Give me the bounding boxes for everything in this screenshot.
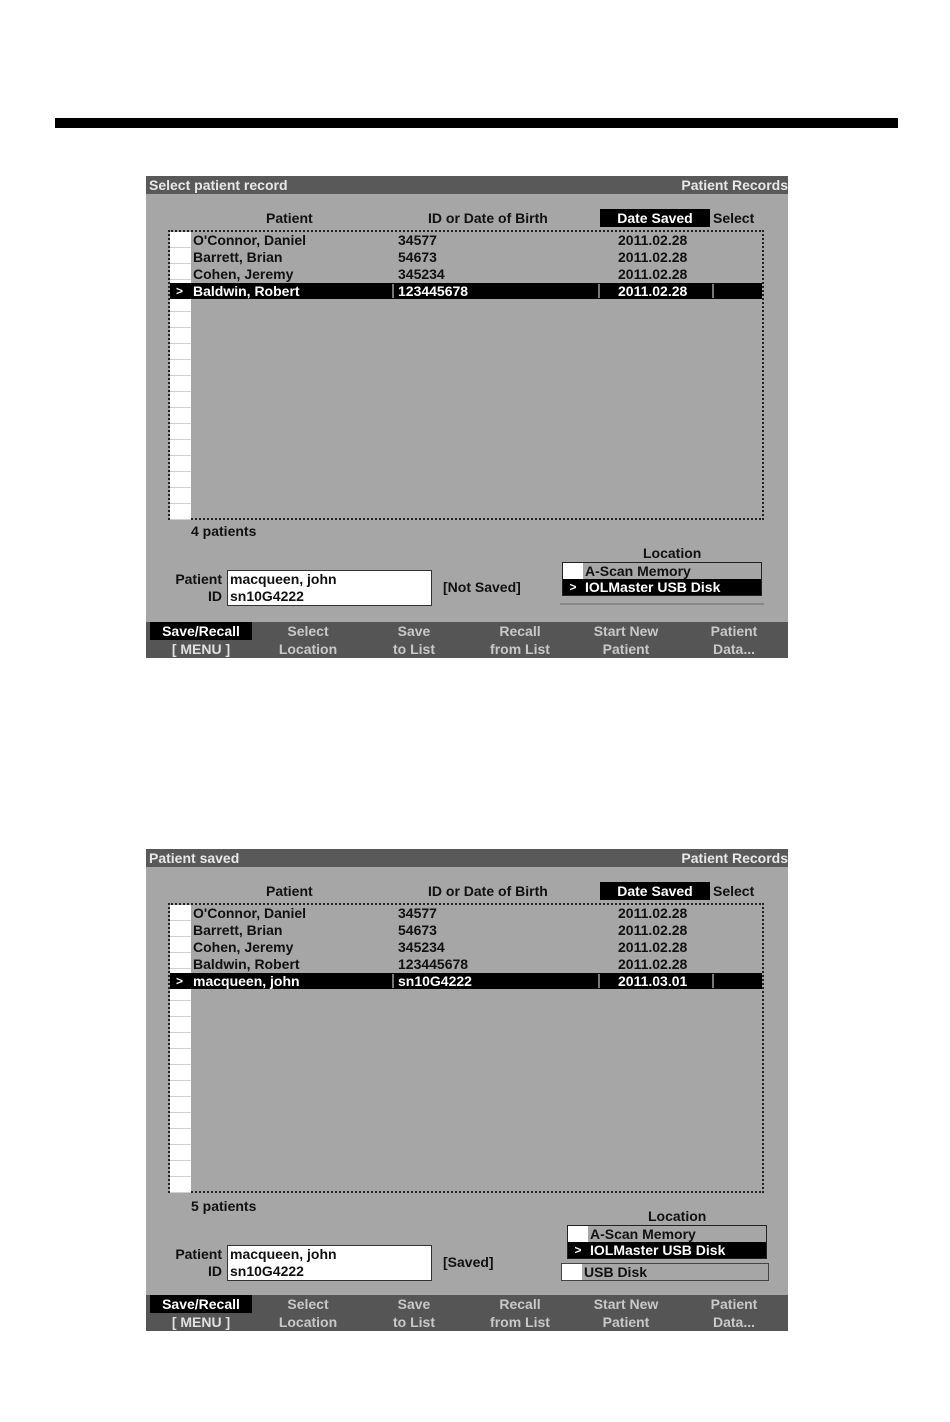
screen-title: Select patient record — [149, 177, 288, 193]
function-key-bar — [146, 622, 788, 658]
function-key-label-line1: Recall — [499, 623, 541, 639]
patient-count: 5 patients — [191, 1198, 257, 1214]
function-key-label-line2: from List — [490, 641, 550, 657]
column-header-date-saved[interactable]: Date Saved — [600, 882, 710, 900]
table-row[interactable] — [170, 905, 762, 921]
column-header-id[interactable]: ID or Date of Birth — [428, 210, 548, 226]
column-header-patient[interactable]: Patient — [266, 210, 313, 226]
location-item-label: A-Scan Memory — [585, 563, 691, 579]
table-row[interactable] — [170, 266, 762, 282]
function-key-4[interactable] — [466, 622, 574, 658]
function-key-label-line2: Patient — [602, 1314, 650, 1330]
function-key-label-line2: Data... — [712, 641, 755, 657]
function-key-label-line2: to List — [393, 1314, 435, 1330]
function-key-label-line2: Location — [278, 641, 338, 657]
select-cell[interactable] — [170, 504, 191, 520]
patient-label: Patient — [175, 571, 222, 587]
function-key-3[interactable] — [366, 622, 462, 658]
patient-id-field[interactable]: sn10G4222 — [230, 1263, 304, 1279]
cell-separator — [712, 284, 714, 298]
select-cell[interactable] — [170, 1177, 191, 1193]
table-row[interactable] — [170, 922, 762, 938]
row-selection-marker: > — [176, 974, 184, 988]
page-divider-rule — [55, 118, 898, 128]
function-key-label-line1: Select — [287, 1296, 329, 1312]
patient-name-cell: Cohen, Jeremy — [193, 266, 294, 282]
select-cell[interactable] — [170, 376, 191, 392]
select-cell[interactable] — [170, 1065, 191, 1081]
select-cell[interactable] — [170, 1097, 191, 1113]
table-row[interactable] — [170, 232, 762, 248]
select-cell[interactable] — [170, 1001, 191, 1017]
function-key-label-line1: Patient — [710, 623, 758, 639]
patient-list[interactable] — [168, 230, 764, 520]
location-item-label: A-Scan Memory — [590, 1226, 696, 1242]
save-status: [Not Saved] — [443, 579, 521, 595]
date-saved-cell: 2011.02.28 — [618, 283, 688, 299]
patient-id-cell: 54673 — [398, 249, 437, 265]
patient-name-cell: Barrett, Brian — [193, 922, 283, 938]
table-row[interactable] — [170, 249, 762, 265]
patient-list[interactable] — [168, 903, 764, 1193]
location-selection-marker: > — [563, 579, 583, 595]
select-cell[interactable] — [170, 472, 191, 488]
function-key-5[interactable] — [576, 622, 676, 658]
location-item[interactable] — [563, 579, 761, 595]
function-key-label-line1: Patient — [710, 1296, 758, 1312]
select-cell[interactable] — [170, 1049, 191, 1065]
location-item[interactable] — [563, 563, 761, 579]
function-key-1[interactable] — [150, 622, 252, 658]
location-item-label: IOLMaster USB Disk — [590, 1242, 726, 1258]
title-bar — [146, 849, 788, 867]
patient-name-cell: macqueen, john — [193, 973, 300, 989]
location-item-label: IOLMaster USB Disk — [585, 579, 721, 595]
column-header-patient[interactable]: Patient — [266, 883, 313, 899]
location-selection-marker — [568, 1226, 588, 1242]
date-saved-cell: 2011.03.01 — [618, 973, 688, 989]
location-item-label: USB Disk — [584, 1264, 648, 1280]
table-row[interactable] — [170, 956, 762, 972]
function-key-6[interactable] — [686, 1295, 782, 1331]
date-saved-cell: 2011.02.28 — [618, 956, 688, 972]
patient-id-field[interactable]: sn10G4222 — [230, 588, 304, 604]
select-cell[interactable] — [170, 1145, 191, 1161]
location-selection-marker — [563, 563, 583, 579]
function-key-label-line1: Recall — [499, 1296, 541, 1312]
cell-separator — [712, 974, 714, 988]
patient-label: Patient — [175, 1246, 222, 1262]
select-cell[interactable] — [170, 392, 191, 408]
function-key-label-line1: Select — [287, 623, 329, 639]
select-cell[interactable] — [170, 312, 191, 328]
table-row[interactable] — [170, 973, 762, 989]
id-label: ID — [208, 1263, 222, 1279]
date-saved-cell: 2011.02.28 — [618, 905, 688, 921]
date-saved-cell: 2011.02.28 — [618, 939, 688, 955]
location-list[interactable] — [567, 1225, 767, 1259]
select-cell[interactable] — [170, 328, 191, 344]
function-key-label-line2: [ MENU ] — [171, 641, 231, 657]
patient-id-cell: 123445678 — [398, 956, 469, 972]
cell-separator — [598, 974, 600, 988]
patient-name-cell: Baldwin, Robert — [193, 283, 300, 299]
table-row[interactable] — [170, 939, 762, 955]
patient-name-cell: O'Connor, Daniel — [193, 905, 307, 921]
date-saved-cell: 2011.02.28 — [618, 232, 688, 248]
patient-id-cell: 345234 — [398, 939, 445, 955]
location-item-usb-disk[interactable] — [561, 1263, 769, 1281]
function-key-label-line1: Save — [397, 1296, 431, 1312]
checkbox[interactable] — [562, 1264, 582, 1280]
column-header-id[interactable]: ID or Date of Birth — [428, 883, 548, 899]
column-header-select[interactable]: Select — [713, 210, 755, 226]
select-cell[interactable] — [170, 1129, 191, 1145]
location-label: Location — [643, 545, 702, 561]
function-key-label-line1: Save/Recall — [150, 622, 252, 640]
patient-name-cell: O'Connor, Daniel — [193, 232, 307, 248]
function-key-bar — [146, 1295, 788, 1331]
patient-name-cell: Cohen, Jeremy — [193, 939, 294, 955]
patient-info-box[interactable] — [227, 570, 432, 606]
select-cell[interactable] — [170, 488, 191, 504]
column-header-date-saved[interactable]: Date Saved — [600, 209, 710, 227]
function-key-3[interactable] — [366, 1295, 462, 1331]
cell-separator — [392, 974, 394, 988]
location-list[interactable] — [562, 562, 762, 596]
function-key-label-line1: Save/Recall — [150, 1295, 252, 1313]
patient-id-cell: sn10G4222 — [398, 973, 472, 989]
function-key-label-line1: Start New — [593, 623, 659, 639]
patient-id-cell: 34577 — [398, 232, 437, 248]
id-label: ID — [208, 588, 222, 604]
location-selection-marker: > — [568, 1242, 588, 1258]
function-key-label-line1: Save — [397, 623, 431, 639]
function-key-4[interactable] — [466, 1295, 574, 1331]
patient-name-field[interactable]: macqueen, john — [230, 571, 337, 587]
patient-id-cell: 123445678 — [398, 283, 469, 299]
screen-subtitle: Patient Records — [681, 850, 788, 866]
cell-separator — [598, 284, 600, 298]
select-cell[interactable] — [170, 440, 191, 456]
screen-title: Patient saved — [149, 850, 240, 866]
date-saved-cell: 2011.02.28 — [618, 249, 688, 265]
record-screen-2 — [146, 849, 788, 1331]
select-cell[interactable] — [170, 1017, 191, 1033]
select-cell[interactable] — [170, 344, 191, 360]
select-cell[interactable] — [170, 456, 191, 472]
screen-subtitle: Patient Records — [681, 177, 788, 193]
cell-separator — [392, 284, 394, 298]
patient-name-cell: Barrett, Brian — [193, 249, 283, 265]
select-cell[interactable] — [170, 1033, 191, 1049]
date-saved-cell: 2011.02.28 — [618, 266, 688, 282]
function-key-label-line2: to List — [393, 641, 435, 657]
select-cell[interactable] — [170, 1081, 191, 1097]
patient-count: 4 patients — [191, 523, 257, 539]
function-key-label-line2: Patient — [602, 641, 650, 657]
select-cell[interactable] — [170, 1161, 191, 1177]
patient-id-cell: 54673 — [398, 922, 437, 938]
function-key-1[interactable] — [150, 1295, 252, 1331]
title-bar — [146, 176, 788, 194]
patient-id-cell: 34577 — [398, 905, 437, 921]
save-status: [Saved] — [443, 1254, 494, 1270]
record-screen-1 — [146, 176, 788, 658]
function-key-5[interactable] — [576, 1295, 676, 1331]
select-cell[interactable] — [170, 424, 191, 440]
function-key-label-line2: [ MENU ] — [171, 1314, 231, 1330]
location-label: Location — [648, 1208, 707, 1224]
select-cell[interactable] — [170, 360, 191, 376]
function-key-label-line2: Location — [278, 1314, 338, 1330]
patient-name-field[interactable]: macqueen, john — [230, 1246, 337, 1262]
location-item[interactable] — [568, 1242, 766, 1258]
function-key-label-line2: from List — [490, 1314, 550, 1330]
function-key-label-line2: Data... — [712, 1314, 755, 1330]
function-key-6[interactable] — [686, 622, 782, 658]
patient-id-cell: 345234 — [398, 266, 445, 282]
function-key-2[interactable] — [258, 1295, 358, 1331]
location-scroll-indicator[interactable] — [560, 603, 764, 605]
row-selection-marker: > — [176, 284, 184, 298]
location-item[interactable] — [568, 1226, 766, 1242]
select-cell[interactable] — [170, 408, 191, 424]
function-key-2[interactable] — [258, 622, 358, 658]
select-cell[interactable] — [170, 1113, 191, 1129]
patient-name-cell: Baldwin, Robert — [193, 956, 300, 972]
date-saved-cell: 2011.02.28 — [618, 922, 688, 938]
column-header-select[interactable]: Select — [713, 883, 755, 899]
table-row[interactable] — [170, 283, 762, 299]
patient-info-box[interactable] — [227, 1245, 432, 1281]
function-key-label-line1: Start New — [593, 1296, 659, 1312]
